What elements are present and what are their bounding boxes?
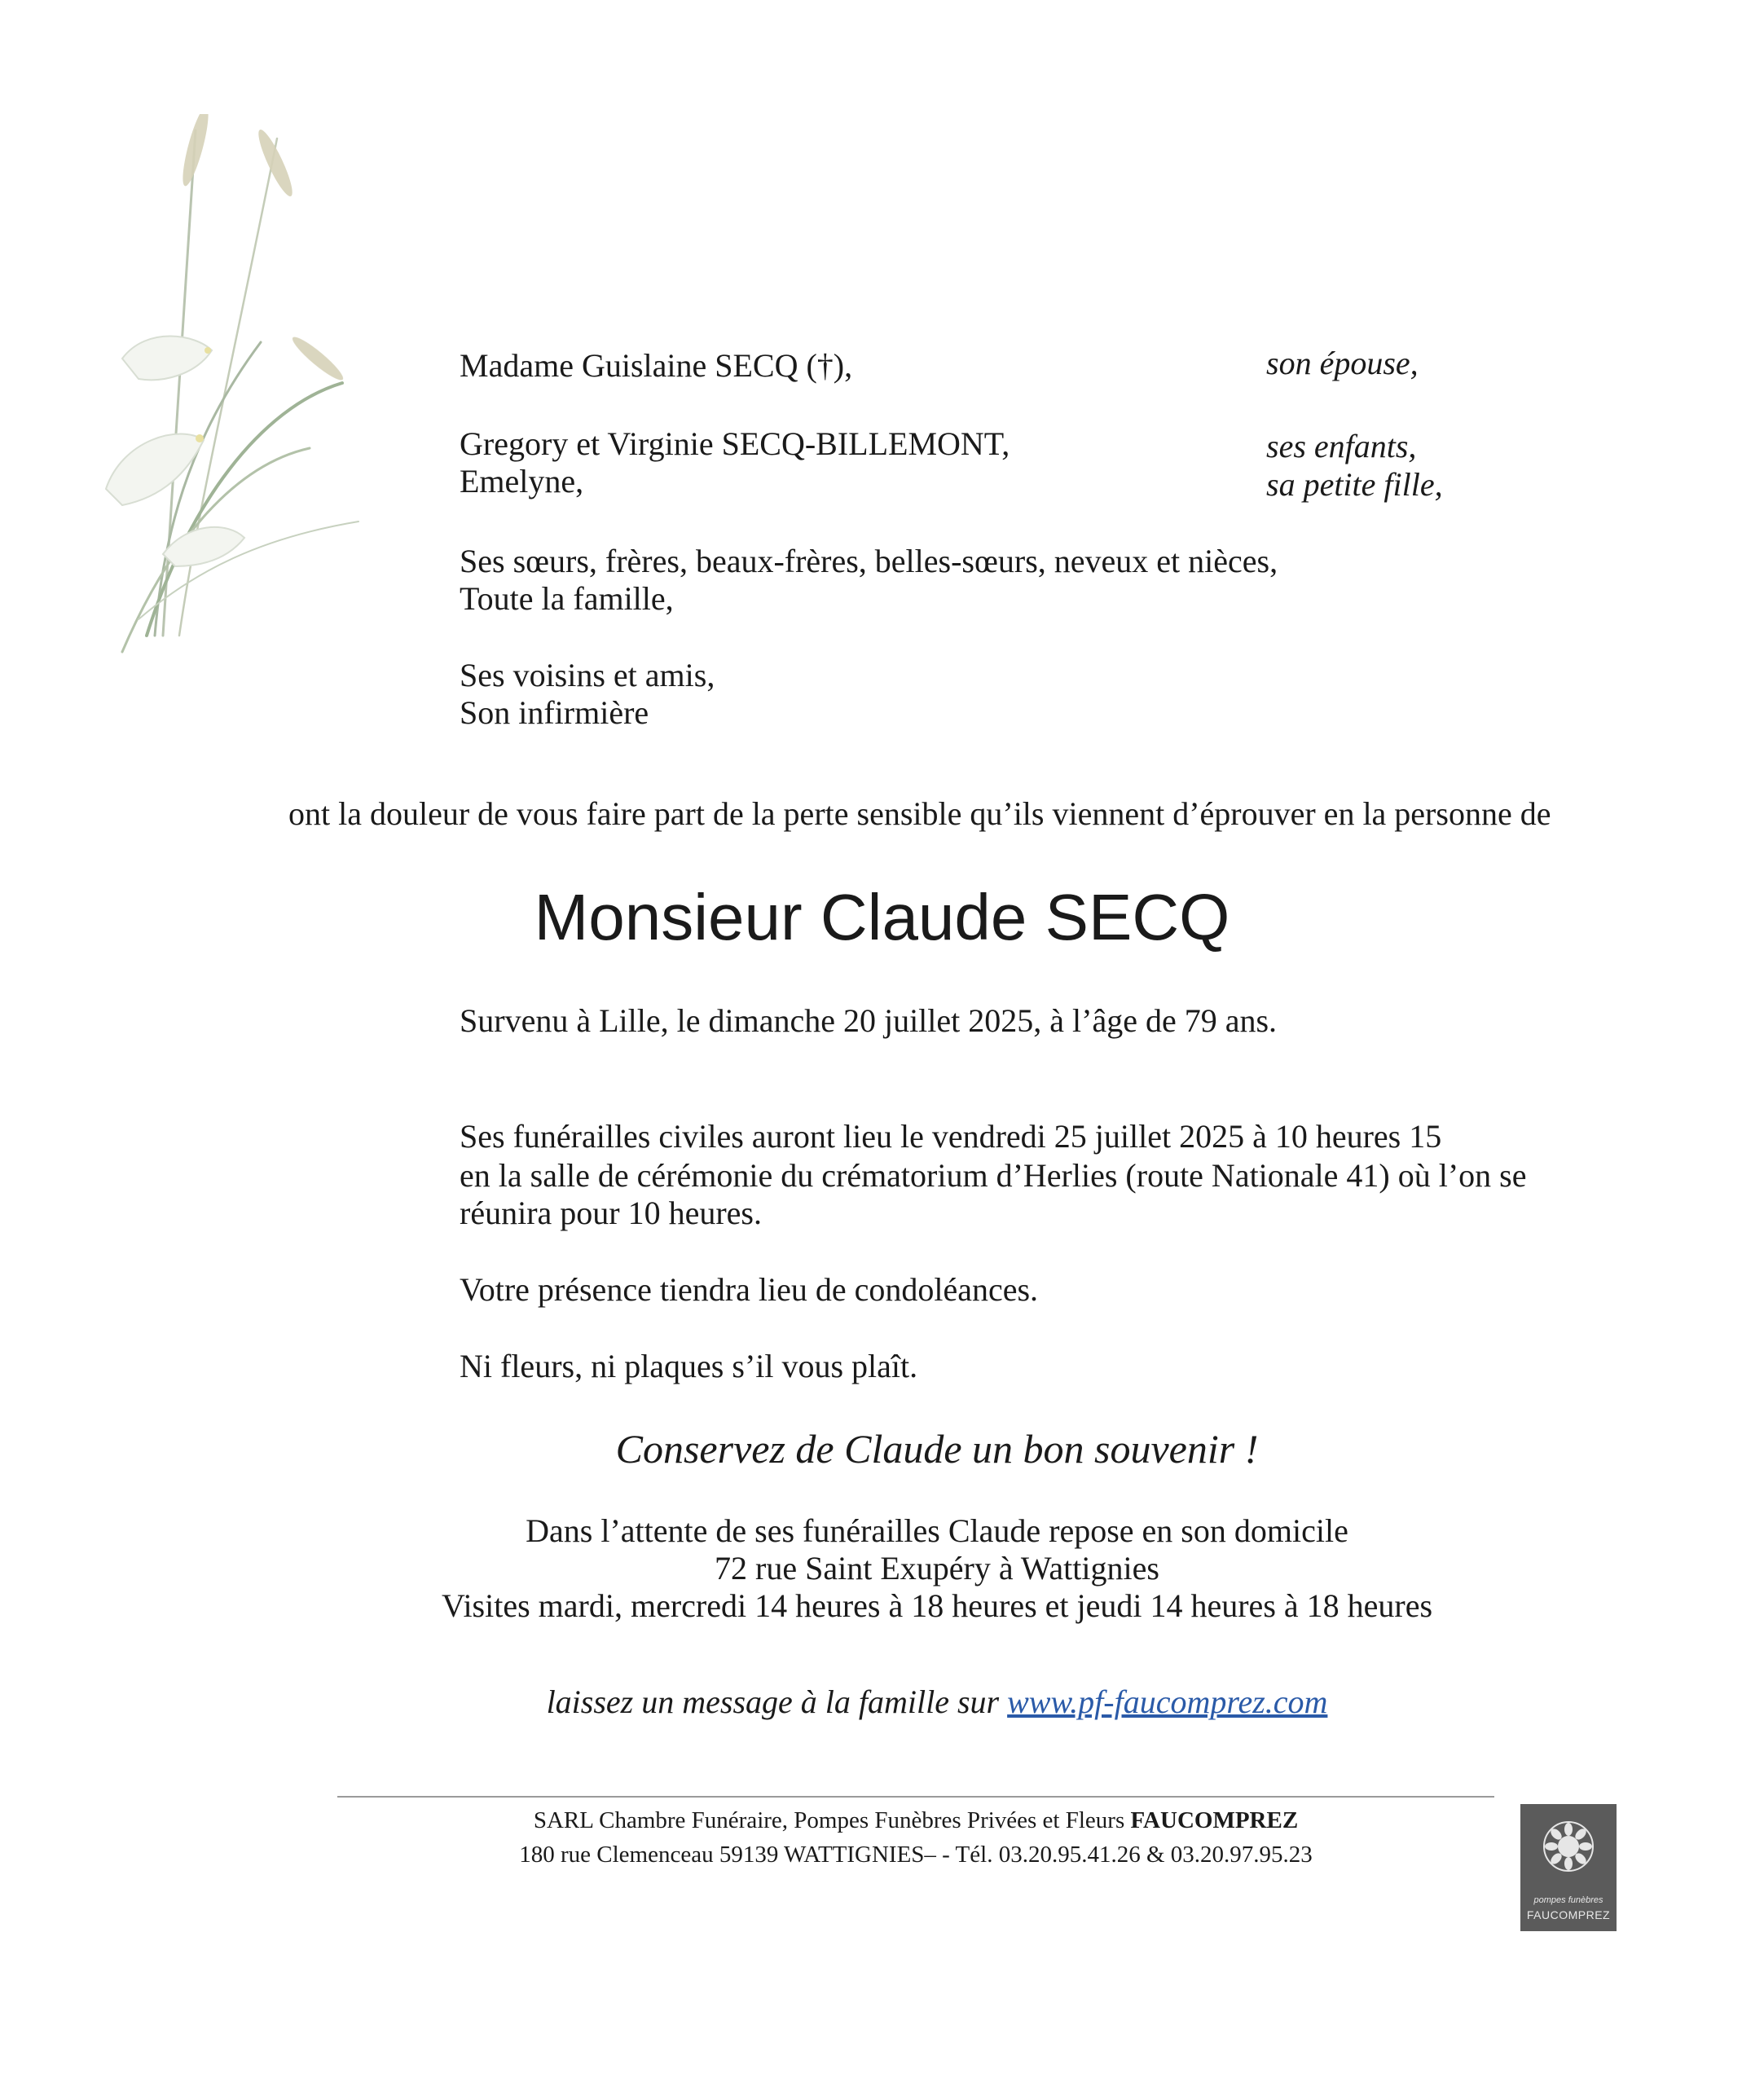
wife-name: Madame Guislaine SECQ (†), <box>460 347 853 384</box>
presence-note: Votre présence tiendra lieu de condoléances. <box>460 1271 1039 1308</box>
granddaughter-name: Emelyne, <box>460 463 584 499</box>
footer-address: 180 rue Clemenceau 59139 WATTIGNIES– - Tél. 03.20.95.41.26 & 03.20.97.95.23 <box>519 1842 1313 1868</box>
wife-role: son épouse, <box>1266 345 1419 381</box>
granddaughter-role: sa petite fille, <box>1266 466 1443 503</box>
message-prefix: laissez un message à la famille sur <box>546 1683 1008 1720</box>
calla-lily-wheat-illustration <box>73 114 383 668</box>
message-line <box>0 1683 1764 1721</box>
logo-tagline: pompes funèbres <box>1533 1895 1603 1905</box>
logo-name: FAUCOMPREZ <box>1526 1908 1611 1921</box>
rest-line-3: Visites mardi, mercredi 14 heures à 18 heures et jeudi 14 heures à 18 heures <box>441 1587 1433 1624</box>
rest-line-1: Dans l’attente de ses funérailles Claude repose en son domicile <box>526 1512 1348 1549</box>
memory-line: Conservez de Claude un bon souvenir ! <box>615 1426 1259 1472</box>
funeral-line-3: réunira pour 10 heures. <box>460 1195 762 1231</box>
friends-line-2: Son infirmière <box>460 694 649 731</box>
siblings-line-2: Toute la famille, <box>460 580 674 617</box>
footer-company <box>337 1804 1494 1837</box>
flowers-note: Ni fleurs, ni plaques s’il vous plaît. <box>460 1348 918 1384</box>
website-link[interactable]: www.pf-faucomprez.com <box>1007 1683 1328 1720</box>
funeral-line-1: Ses funérailles civiles auront lieu le vendredi 25 juillet 2025 à 10 heures 15 <box>460 1118 1442 1155</box>
siblings-line-1: Ses sœurs, frères, beaux-frères, belles-sœurs, neveux et nièces, <box>460 543 1278 579</box>
children-names: Gregory et Virginie SECQ-BILLEMONT, <box>460 425 1010 462</box>
footer-company-prefix: SARL Chambre Funéraire, Pompes Funèbres Privées et Fleurs <box>533 1807 1131 1833</box>
death-info: Survenu à Lille, le dimanche 20 juillet 2025, à l’âge de 79 ans. <box>460 1002 1278 1039</box>
flower-rosette-icon <box>1520 1804 1617 1894</box>
funeral-line-2: en la salle de cérémonie du crématorium d’Herlies (route Nationale 41) où l’on se <box>460 1157 1527 1194</box>
children-role: ses enfants, <box>1266 428 1417 464</box>
deceased-name: Monsieur Claude SECQ <box>534 881 1230 953</box>
footer-divider <box>337 1796 1494 1798</box>
announcement-text: ont la douleur de vous faire part de la perte sensible qu’ils viennent d’éprouver en la personne de <box>288 795 1551 832</box>
footer-company-name: FAUCOMPREZ <box>1130 1807 1299 1833</box>
friends-line-1: Ses voisins et amis, <box>460 657 715 693</box>
rest-line-2: 72 rue Saint Exupéry à Wattignies <box>715 1550 1159 1587</box>
faucomprez-logo <box>1520 1804 1617 1931</box>
